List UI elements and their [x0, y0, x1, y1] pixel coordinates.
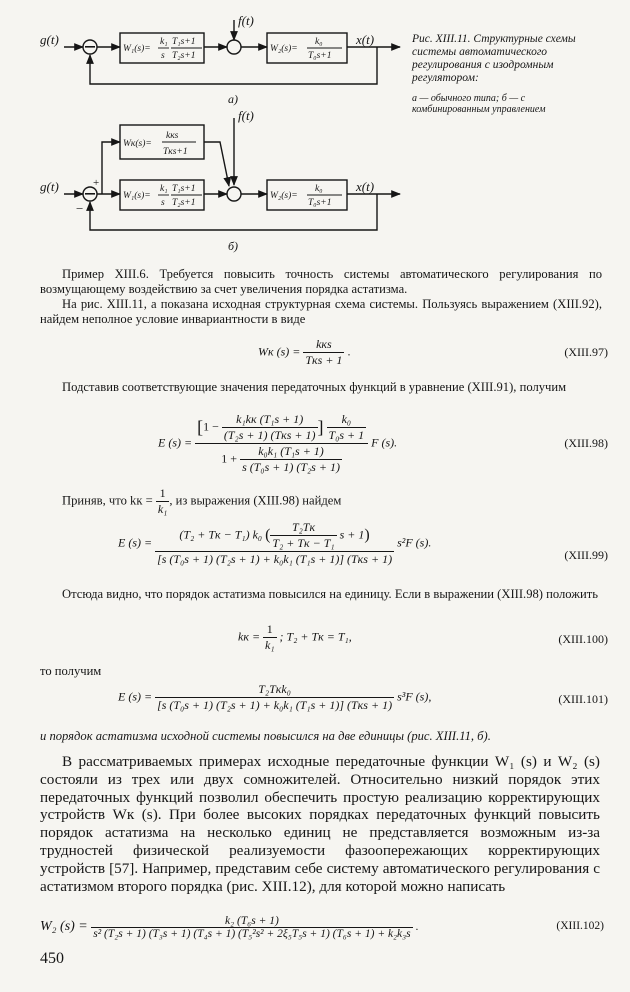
equation-xiii-97: Wк (s) = $\frac{\text{kкs}}{\text{Tкs + 1}}$ . (XIII.97) [258, 337, 608, 367]
block-diagram [0, 0, 410, 262]
paragraph-discussion: В рассматриваемых примерах исходные передаточные функции W₁ (s) и W₂ (s) состояли из трех или двух сомножителей. Относительно низкий порядок этих передаточных функций позволил обеспечить простую реализацию корректирующих устройств Wк (s). При более высоких порядках передаточных функций повысить порядок астатизма на несколько единиц не представляется возможным из-за трудностей физической реализуемости фазоопережающих корректирующих устройств [57]. Например, представим себе систему автоматического регулирования с астатизмом второго порядка (рис. XIII.12), для которой можно написать [40, 753, 600, 895]
equation-xiii-101: E (s) = $\frac{\text{T₂Tкk₀}}{\text{[s (T₀s + 1) (T₂s + 1) + k₀k₁ (T₁s + 1)] (Tкs + 1)}}$ s³F (s), (XIII.101) [118, 682, 608, 712]
svg-text:+: + [93, 177, 100, 189]
page-number: 450 [40, 950, 64, 967]
svg-text:s: s [161, 198, 165, 208]
svg-text:T₁s+1: T₁s+1 [172, 37, 196, 47]
svg-text:Wк(s)=: Wк(s)= [123, 139, 152, 149]
equation-xiii-100: kк = $\frac{1}{\text{k₁}}$ ; T₂ + Tк = T₁, (XIII.100) [238, 622, 608, 652]
paragraph-substitution: Подставив соответствующие значения передаточных функций в уравнение (XIII.91), получим [62, 380, 567, 394]
svg-text:f(t): f(t) [238, 108, 254, 123]
svg-text:T₀s+1: T₀s+1 [308, 51, 332, 61]
svg-text:k₁: k₁ [160, 184, 168, 194]
svg-text:W₂(s)=: W₂(s)= [270, 191, 298, 201]
b-summing-junction-2 [227, 187, 241, 201]
svg-text:−: − [76, 201, 84, 216]
svg-text:T₀s+1: T₀s+1 [308, 198, 332, 208]
equation-number: (XIII.100) [558, 632, 608, 646]
paragraph-result: и порядок астатизма исходной системы повысился на две единицы (рис. XIII.11, б). [40, 729, 491, 743]
paragraph-assume: Приняв, что kк = $\frac{1}{\text{k₁}}$ , из выражения (XIII.98) найдем [62, 486, 342, 516]
equation-xiii-98: E (s) = [1 − $\frac{\text{k₁kк (T₁s + 1)}}{\text{(T₂s + 1) (Tкs + 1)}}$ ] $\frac{\text{k₀}}{\text{T₀s + 1}}$ 1 + $\frac{\text{k₀k₁ (T₁s + 1)}}{\text{s (T₀s + 1) (T₂s + 1)}}$ F (s). (XIII.98) [158, 412, 608, 474]
equation-number: (XIII.97) [564, 345, 608, 359]
svg-text:T₂s+1: T₂s+1 [172, 51, 196, 61]
svg-text:s: s [161, 51, 165, 61]
equation-number: (XIII.102) [556, 920, 604, 932]
paragraph-intro: На рис. XIII.11, а показана исходная структурная схема системы. Пользуясь выражением (XIII.92), найдем неполное условие инвариантности в виде [40, 297, 602, 326]
equation-xiii-99: E (s) = (T₂ + Tк − T₁) k₀ ( $\frac{\text{T₂Tк}}{\text{T₂ + Tк − T₁}}$ s + 1) [s (T₀s + 1) (T₂s + 1) + k₀k₁ (T₁s + 1)] (Tкs + 1) s²F (s). (XIII.99) [118, 520, 608, 566]
a-output-label: x(t) [356, 32, 375, 47]
svg-text:Tкs+1: Tкs+1 [163, 147, 188, 157]
svg-text:W₁(s)=: W₁(s)= [123, 191, 151, 201]
svg-text:kкs: kкs [166, 131, 179, 141]
svg-text:T₁s+1: T₁s+1 [172, 184, 196, 194]
svg-text:x(t): x(t) [356, 179, 375, 194]
a-sub-label: а) [228, 92, 238, 106]
svg-text:k₀: k₀ [315, 184, 323, 194]
svg-text:T₂s+1: T₂s+1 [172, 198, 196, 208]
figure-caption-title: Рис. XIII.11. Структурные схемы системы автоматического регулирования с изодромным регулятором: [412, 33, 576, 84]
a-summing-junction-2 [227, 40, 241, 54]
a-input-label: g(t) [40, 32, 59, 47]
equation-xiii-102: W₂ (s) = k₂ (T₆s + 1) s² (T₂s + 1) (T₃s + 1) (T₄s + 1) (T₅²s² + 2ξ₅T₅s + 1) (T₆s + 1) + k₂k₃s . (XIII.102) [40, 915, 604, 940]
paragraph-then: то получим [40, 664, 102, 678]
paragraph-conclusion: Отсюда видно, что порядок астатизма повысился на единицу. Если в выражении (XIII.98) положить [62, 587, 598, 601]
b-sub-label: б) [228, 239, 239, 253]
equation-number: (XIII.101) [558, 692, 608, 706]
equation-number: (XIII.98) [564, 436, 608, 450]
b-input-label: g(t) [40, 179, 59, 194]
svg-text:W₁(s)=: W₁(s)= [123, 44, 151, 54]
figure-caption-legend: а — обычного типа; б — с комбинированным управлением [412, 93, 546, 115]
svg-text:W₂(s)=: W₂(s)= [270, 44, 298, 54]
a-disturbance-label: f(t) [238, 13, 254, 28]
svg-text:k₀: k₀ [315, 37, 323, 47]
paragraph-example: Пример XIII.6. Требуется повысить точность системы автоматического регулирования по возмущающему воздействию за счет увеличения порядка астатизма. [40, 267, 602, 296]
equation-number: (XIII.99) [564, 548, 608, 562]
svg-text:k₁: k₁ [160, 37, 168, 47]
